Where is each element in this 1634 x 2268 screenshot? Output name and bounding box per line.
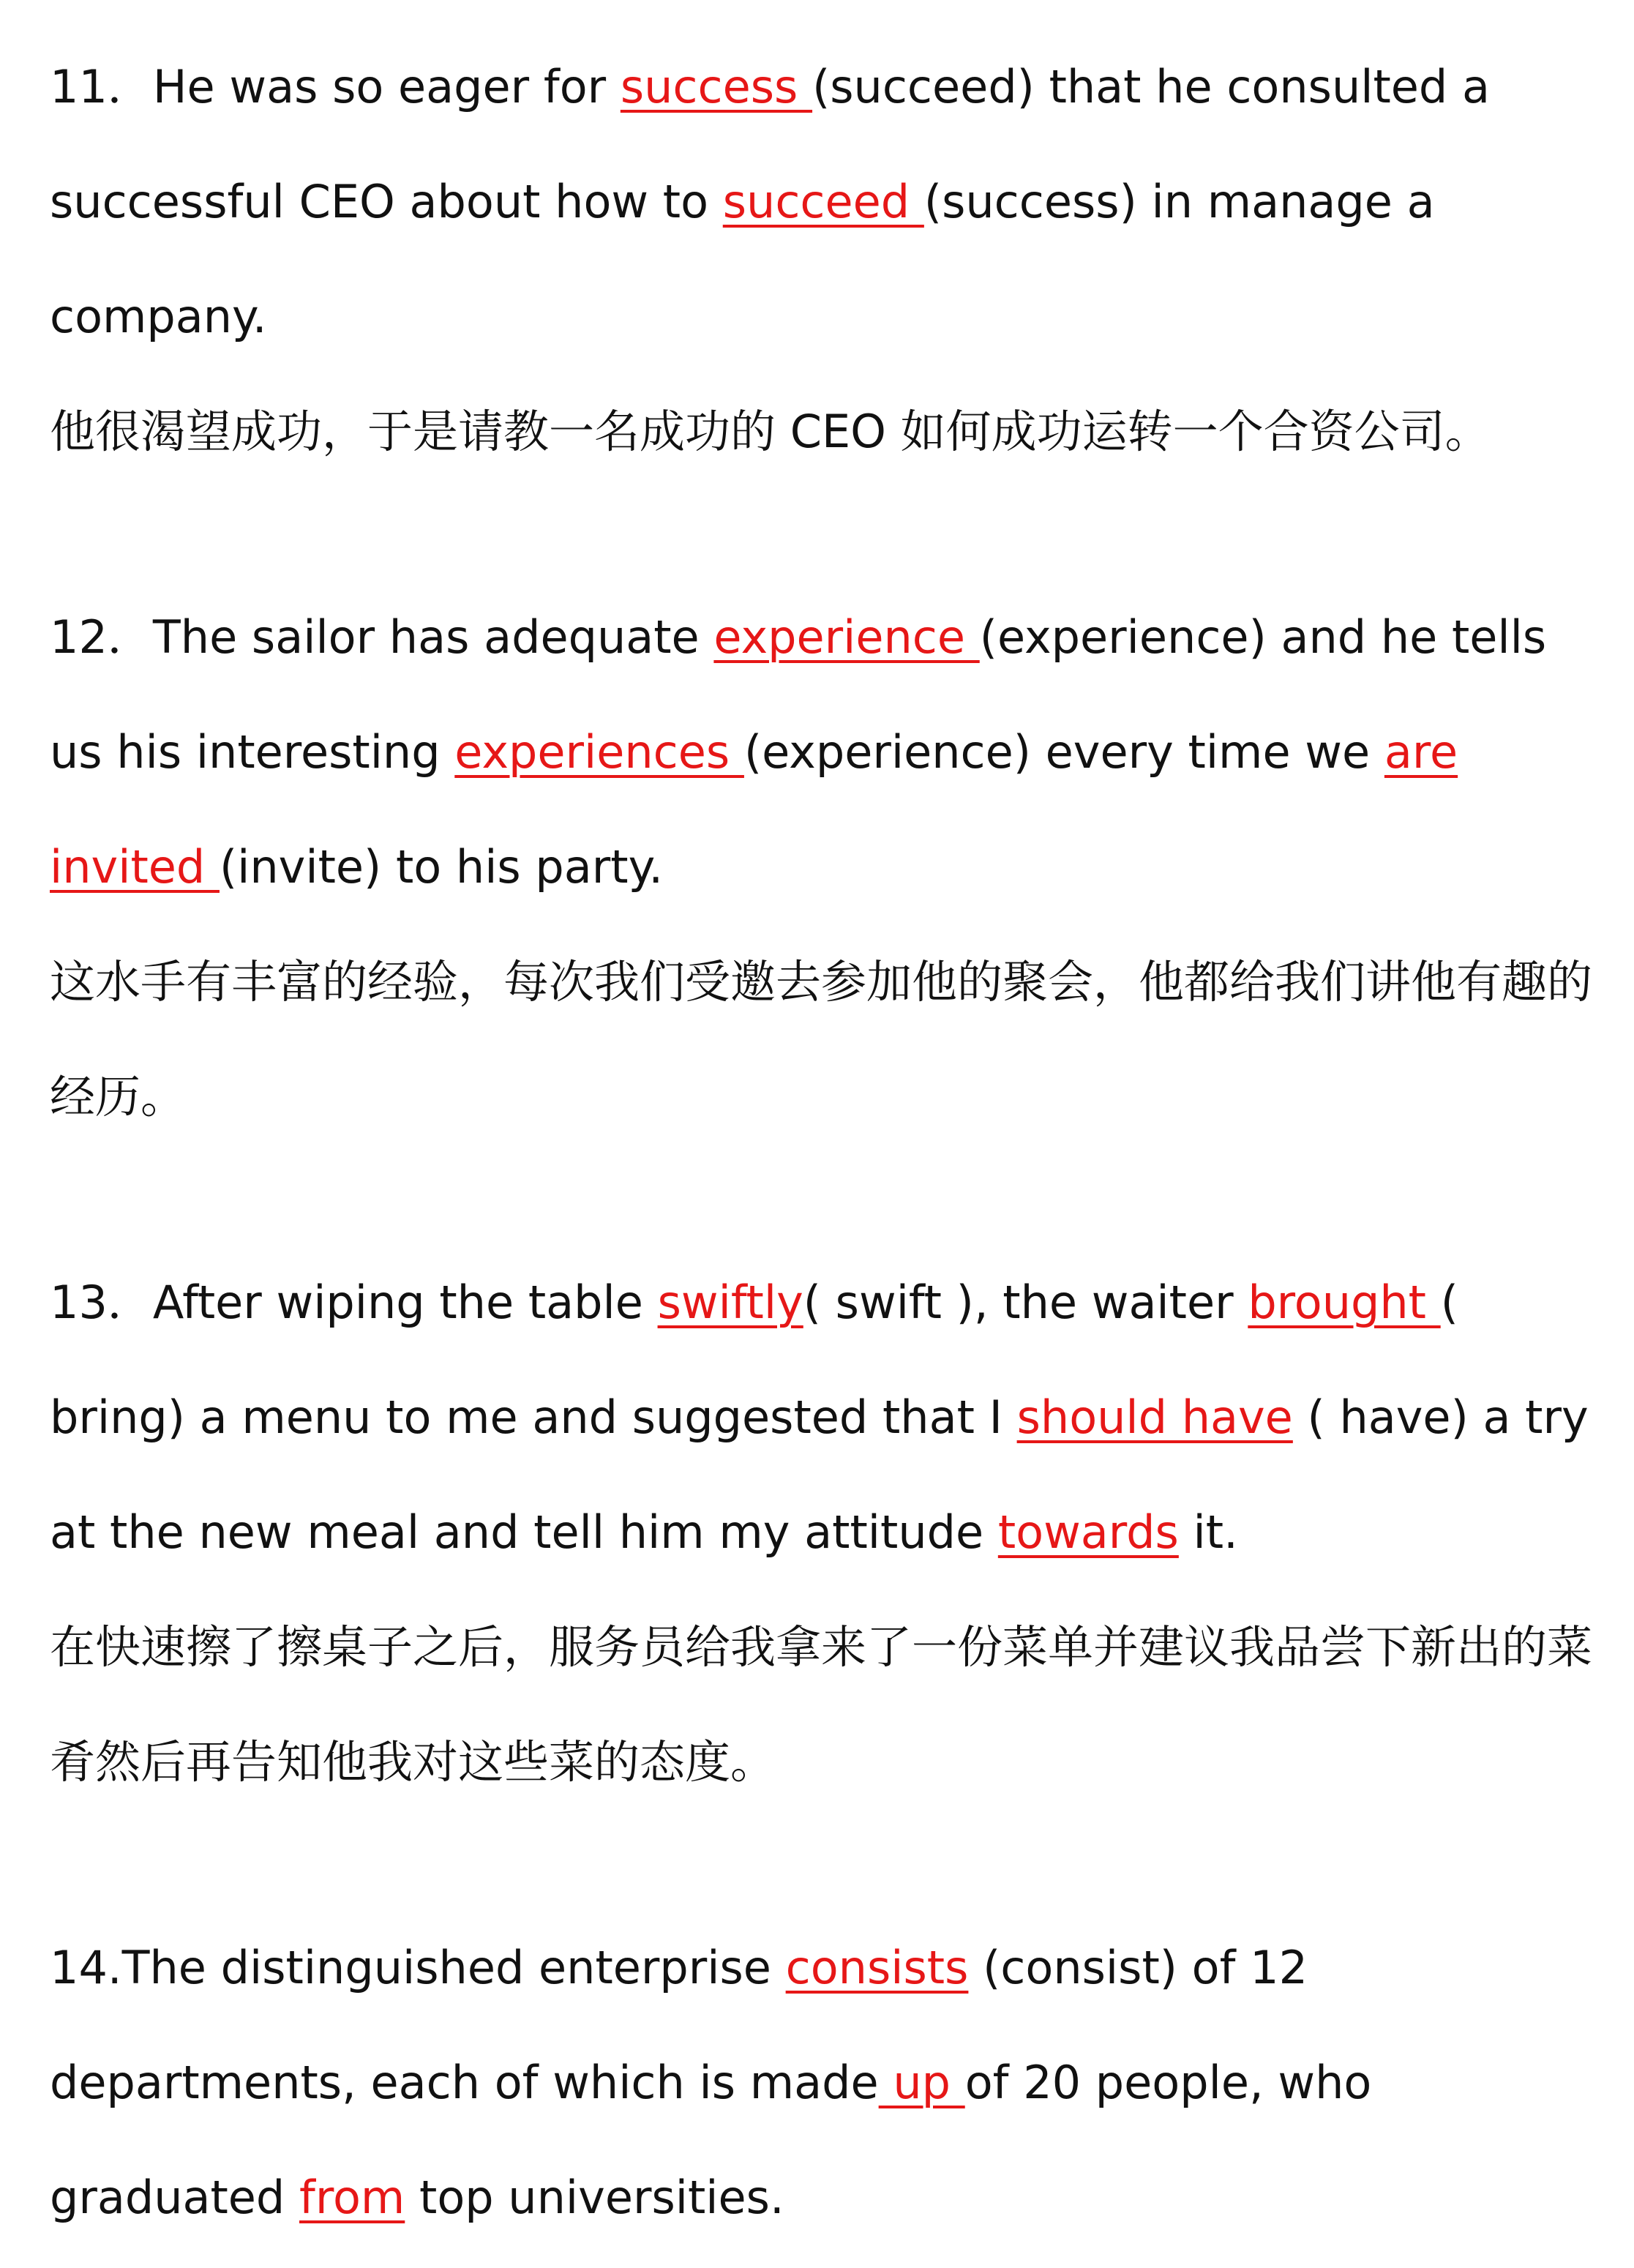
answer-blank: brought — [1248, 1276, 1441, 1329]
sentence-text: it. — [1178, 1505, 1238, 1559]
question-11-translation: 他很渴望成功，于是请教一名成功的 CEO 如何成功运转一个合资公司。 — [50, 405, 1491, 458]
sentence-text: (consist) of 12 departments, each of which is made — [50, 1941, 1308, 2109]
question-12-english — [50, 580, 1594, 924]
spacer — [50, 1154, 1594, 1245]
question-12 — [50, 580, 1594, 1154]
question-11-english — [50, 29, 1594, 374]
sentence-text: The distinguished enterprise — [121, 1941, 786, 1994]
question-13 — [50, 1245, 1594, 1819]
answer-blank: swiftly — [657, 1276, 803, 1329]
sentence-text: (experience) every time we — [743, 725, 1384, 779]
answer-blank: should have — [1016, 1391, 1293, 1444]
answer-blank: success — [620, 60, 813, 113]
answer-blank: are invited — [50, 725, 1458, 894]
sentence-text: (succeed) that he consulted a successful CEO about how to — [50, 60, 1490, 228]
question-14 — [50, 1910, 1594, 2255]
question-number: 12． — [50, 610, 153, 664]
exercise-page — [50, 29, 1594, 2255]
spacer — [50, 489, 1594, 580]
question-13-english — [50, 1245, 1594, 1590]
answer-blank: experiences — [454, 725, 744, 779]
sentence-text: ( bring) a menu to me and suggested that I — [50, 1276, 1458, 1444]
spacer — [50, 1819, 1594, 1910]
question-14-english — [50, 1910, 1594, 2255]
sentence-text: of 20 people, who graduated — [50, 2056, 1372, 2224]
answer-blank: experience — [713, 610, 980, 664]
answer-blank: consists — [785, 1941, 969, 1994]
question-number: 11． — [50, 60, 153, 113]
sentence-text: ( swift ), the waiter — [803, 1276, 1248, 1329]
sentence-text: He was so eager for — [152, 60, 621, 113]
sentence-text: (success) in manage a company. — [50, 175, 1435, 343]
answer-blank: from — [299, 2171, 405, 2224]
sentence-text: The sailor has adequate — [152, 610, 714, 664]
sentence-text: After wiping the table — [152, 1276, 658, 1329]
question-number: 13． — [50, 1276, 153, 1329]
sentence-text: ( have) a try at the new meal and tell him my attitude — [50, 1391, 1589, 1559]
answer-blank: towards — [997, 1505, 1179, 1559]
answer-blank: up — [878, 2056, 965, 2109]
sentence-text: (experience) and he tells us his interesting — [50, 610, 1547, 779]
question-12-translation: 这水手有丰富的经验，每次我们受邀去参加他的聚会，他都给我们讲他有趣的经历。 — [50, 955, 1593, 1123]
sentence-text: (invite) to his party. — [219, 840, 664, 894]
question-11 — [50, 29, 1594, 489]
question-number: 14. — [50, 1941, 122, 1994]
question-13-translation: 在快速擦了擦桌子之后，服务员给我拿来了一份菜单并建议我品尝下新出的菜肴然后再告知他我对这些菜的态度。 — [50, 1620, 1593, 1789]
sentence-text: top universities. — [405, 2171, 784, 2224]
answer-blank: succeed — [722, 175, 924, 228]
